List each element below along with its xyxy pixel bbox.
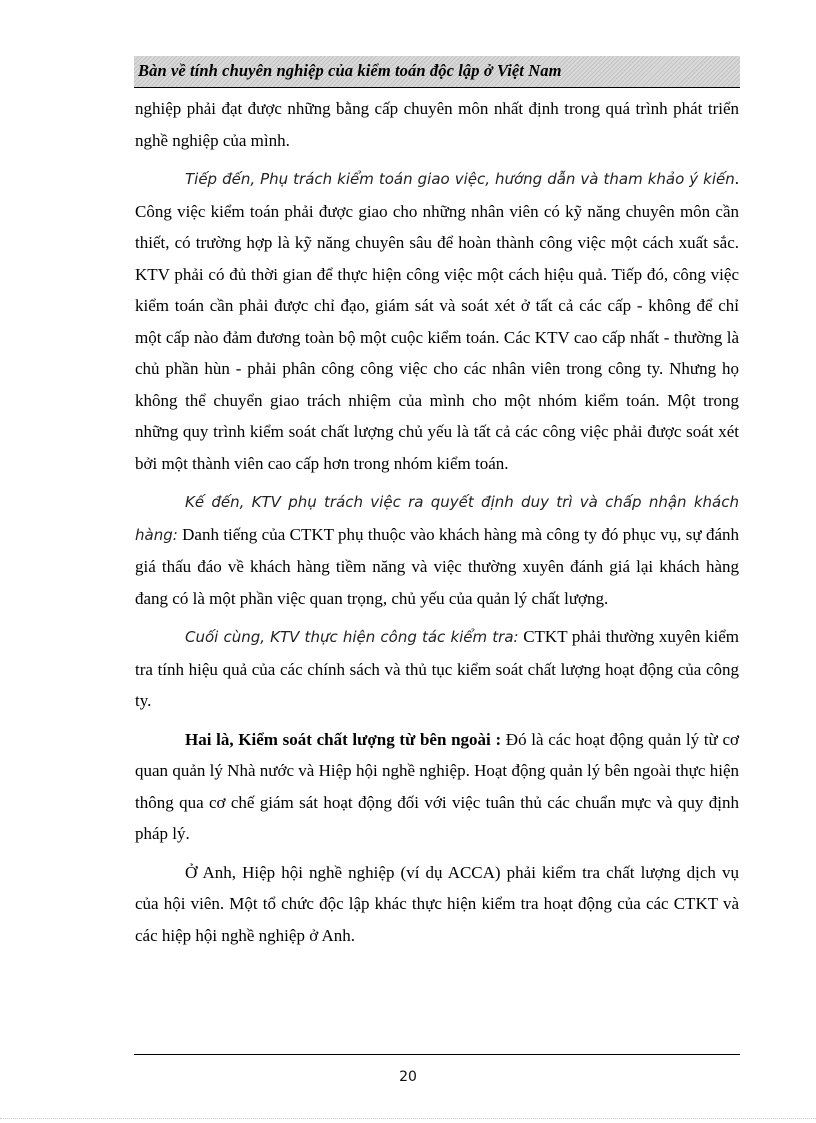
- page-header: [134, 56, 740, 88]
- paragraph-text: CTKT phải thường xuyên kiểm tra tính hiệu quả của các chính sách và thủ tục kiểm soát chất lượng hoạt động của công ty.: [135, 627, 740, 710]
- footer-divider: [134, 1054, 740, 1055]
- paragraph-lead-italic: Cuối cùng, KTV thực hiện công tác kiểm tra:: [185, 628, 519, 646]
- paragraph-lead-italic: Tiếp đến, Phụ trách kiểm toán giao việc, hướng dẫn và tham khảo ý kiến: [185, 170, 735, 188]
- page-number: 20: [399, 1069, 417, 1085]
- paragraph-inspection: [135, 621, 739, 717]
- paragraph-client-acceptance: [135, 486, 739, 614]
- paragraph-text: Ở Anh, Hiệp hội nghề nghiệp (ví dụ ACCA) phải kiểm tra chất lượng dịch vụ của hội viên. Một tổ chức độc lập khác thực hiện kiểm tra hoạt động của các CTKT và các hiệp hội nghề nghiệp ở Anh.: [135, 862, 739, 945]
- paragraph-lead-bold: Hai là, Kiểm soát chất lượng từ bên ngoài :: [185, 729, 502, 749]
- paragraph-text: Đó là các hoạt động quản lý từ cơ quan quản lý Nhà nước và Hiệp hội nghề nghiệp. Hoạt động quản lý bên ngoài thực hiện thông qua cơ chế giám sát hoạt động đối với việc tuân thủ các chuẩn mực và quy định pháp lý.: [135, 729, 739, 843]
- paragraph-external-control: [135, 724, 739, 850]
- paragraph-text: Danh tiếng của CTKT phụ thuộc vào khách hàng mà công ty đó phục vụ, sự đánh giá thấu đáo về khách hàng tiềm năng và việc thường xuyên đánh giá lại khách hàng đang có là một phần việc quan trọng, chủ yếu của quản lý chất lượng.: [135, 524, 739, 608]
- paragraph-text: nghiệp phải đạt được những bằng cấp chuyên môn nhất định trong quá trình phát triển nghề nghiệp của mình.: [135, 99, 739, 150]
- paragraph-continuation: [135, 93, 739, 156]
- page-body: [135, 93, 739, 958]
- paragraph-lead-italic: Kế đến, KTV phụ trách việc ra quyết định duy trì và chấp nhận khách hàng:: [135, 493, 739, 544]
- page-boundary-divider: [0, 1118, 816, 1119]
- paragraph-delegation: [135, 163, 739, 479]
- paragraph-text: . Công việc kiểm toán phải được giao cho những nhân viên có kỹ năng chuyên môn cần thiết, có trường hợp là kỹ năng chuyên sâu để hoàn thành công việc một cách xuất sắc. KTV phải có đủ thời gian để thực hiện công việc một cách hiệu quả. Tiếp đó, công việc kiểm toán cần phải được chỉ đạo, giám sát và soát xét ở tất cả các cấp - không để chỉ một cấp nào đảm đương toàn bộ một cuộc kiểm toán. Các KTV cao cấp nhất - thường là chủ phần hùn - phải phân công công việc cho các nhân viên trong công ty. Nhưng họ không thể chuyển giao trách nhiệm của mình cho một nhóm kiểm toán. Một trong những quy trình kiểm soát chất lượng chủ yếu là tất cả các công việc phải được soát xét bởi một thành viên cao cấp hơn trong nhóm kiểm toán.: [135, 169, 739, 473]
- document-title: Bàn về tính chuyên nghiệp của kiểm toán độc lập ở Việt Nam: [138, 61, 562, 80]
- paragraph-uk-example: [135, 857, 739, 952]
